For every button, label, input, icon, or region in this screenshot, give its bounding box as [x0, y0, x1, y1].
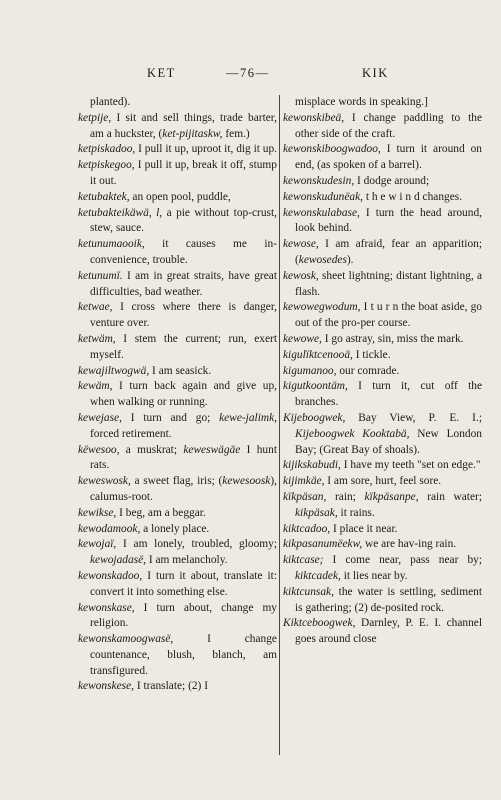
dictionary-entry [283, 522, 482, 538]
entry-text: the water is settling, sediment is gathering; (2) de-posited rock. [295, 585, 482, 614]
entry-text: I t u r n the boat aside, go out of the pro-per course. [295, 301, 482, 330]
entry-italic-text: kewäm, [78, 380, 113, 393]
entry-italic-text: kïkpäsanpe, [364, 490, 419, 503]
entry-italic-text: ketwae, [78, 301, 113, 314]
entry-italic-text: ketpiskegoo, [78, 159, 135, 172]
entry-italic-text: kewonskamoogwasë, [78, 633, 174, 646]
entry-text: we are hav-ing rain. [362, 538, 457, 551]
entry-text: fem.) [222, 127, 250, 140]
entry-text: Darnley, P. E. I. channel goes around close [295, 617, 482, 646]
dictionary-entry [78, 111, 277, 143]
entry-italic-text: kikpäsak, [295, 506, 338, 519]
dictionary-entry [283, 142, 482, 174]
entry-italic-text: këwesoo, [78, 443, 120, 456]
entry-text: I pull it up, uproot it, dig it up. [135, 143, 278, 156]
entry-italic-text: ketunumaooik, [78, 238, 145, 251]
entry-text: I cross where there is danger, venture over. [90, 301, 277, 330]
dictionary-entry [78, 679, 277, 695]
entry-italic-text: kewojaï, [78, 538, 117, 551]
entry-italic-text: kiktcadoo, [283, 522, 331, 535]
dictionary-entry [78, 95, 277, 111]
entry-text: I turn back again and give up, when walking or running. [90, 380, 277, 409]
dictionary-entry [78, 206, 277, 238]
entry-italic-text: kijimkäe, [283, 475, 325, 488]
dictionary-entry [283, 490, 482, 522]
right-column [283, 95, 482, 648]
entry-text: I change paddling to the other side of the craft. [295, 111, 482, 140]
entry-text: I go astray, sin, miss the mark. [321, 332, 464, 345]
entry-text: I come near, pass near by; [323, 554, 482, 567]
entry-italic-text: ketubakteikäwä, [78, 206, 152, 219]
entry-text: I turn and go; [121, 411, 220, 424]
entry-italic-text: kewikse, [78, 506, 117, 519]
dictionary-entry [78, 506, 277, 522]
entry-text: rain water; [418, 490, 482, 503]
entry-text: I beg, am a beggar. [116, 506, 206, 519]
entry-text: t h e w i n d changes. [363, 190, 463, 203]
column-divider [279, 95, 280, 755]
dictionary-entry [283, 95, 482, 111]
entry-text: planted). [90, 96, 131, 108]
entry-italic-text: kewonskiboogwadoo, [283, 143, 381, 156]
entry-italic-text: kewonskudunëak, [283, 190, 364, 203]
entry-text: I am lonely, troubled, gloomy; [116, 538, 277, 551]
dictionary-entry [78, 332, 277, 364]
entry-text: I turn the head around, look behind. [295, 206, 482, 235]
dictionary-entry [283, 111, 482, 143]
dictionary-entry [283, 364, 482, 380]
entry-text: I dodge around; [354, 174, 430, 187]
dictionary-entry [78, 537, 277, 569]
entry-italic-text: kijikskabudi, [283, 459, 341, 472]
entry-italic-text: kiktcunsak, [283, 585, 334, 598]
entry-italic-text: kewesoosk [222, 475, 271, 488]
entry-italic-text: kiktcase; [283, 554, 324, 567]
entry-italic-text: kïkpäsan, [283, 490, 327, 503]
dictionary-entry [283, 553, 482, 585]
entry-text: I pull it up, break it off, stump it out. [90, 159, 277, 187]
entry-italic-text: ketunumï. [78, 269, 123, 282]
dictionary-entry [78, 601, 277, 633]
entry-text: I stem the current; run, exert myself. [90, 332, 277, 361]
entry-text: I translate; (2) I [133, 680, 208, 693]
entry-text: it rains. [337, 506, 375, 519]
entry-italic-text: Kijeboogwek, [283, 411, 346, 424]
dictionary-entry [283, 332, 482, 348]
left-column [78, 95, 277, 695]
entry-italic-text: kewowe, [283, 332, 322, 345]
entry-text: I am afraid, fear an apparition; ( [295, 238, 482, 266]
dictionary-entry [78, 443, 277, 475]
entry-text: I have my teeth "set on edge." [340, 459, 481, 472]
entry-italic-text: kewonskudesin, [283, 174, 355, 187]
dictionary-entry [78, 522, 277, 538]
dictionary-entry [78, 411, 277, 443]
dictionary-entry [283, 474, 482, 490]
entry-text: New London Bay; (Great Bay of shoals). [295, 427, 483, 456]
dictionary-entry [78, 142, 277, 158]
dictionary-entry [283, 379, 482, 411]
dictionary-entry [283, 269, 482, 301]
entry-text: ), calumus-root. [90, 475, 277, 503]
dictionary-entry [283, 190, 482, 206]
dictionary-entry [78, 269, 277, 301]
entry-text: forced retirement. [90, 427, 172, 440]
entry-text: it causes me in-convenience, trouble. [90, 238, 277, 266]
entry-text: a lonely place. [140, 522, 210, 535]
entry-italic-text: kewowegwodum, [283, 301, 361, 314]
entry-text: our comrade. [336, 364, 400, 377]
entry-italic-text: kewosk, [283, 269, 319, 282]
entry-italic-text: Kiktceboogwek, [283, 617, 356, 630]
dictionary-entry [283, 585, 482, 617]
dictionary-entry [283, 174, 482, 190]
header-left-guide-word: KET [147, 66, 176, 80]
entry-text: misplace words in speaking.] [295, 96, 428, 108]
entry-italic-text: ketwäm, [78, 332, 116, 345]
entry-text: Bay View, P. E. I.; [345, 411, 482, 424]
entry-italic-text: kewosedes [298, 253, 347, 266]
dictionary-entry [78, 379, 277, 411]
entry-italic-text: kewe-jalimk, [219, 411, 277, 424]
entry-text: I sit and sell things, trade barter, am a huckster, ( [90, 111, 277, 140]
entry-text: a pie without top-crust, stew, sauce. [90, 206, 277, 235]
entry-italic-text: kigulïktcenooä, [283, 348, 353, 361]
entry-italic-text: keweswägäe [183, 443, 241, 456]
dictionary-entry [283, 300, 482, 332]
dictionary-entry [78, 364, 277, 380]
dictionary-entry [283, 237, 482, 269]
entry-italic-text: ketubaktek, [78, 190, 130, 203]
entry-italic-text: kiktcadek, [295, 569, 341, 582]
entry-text: I turn it around on end, (as spoken of a barrel). [295, 143, 482, 172]
entry-text: ). [346, 253, 354, 266]
entry-italic-text: ketpiskadoo, [78, 143, 136, 156]
entry-text: a sweet flag, iris; ( [130, 475, 223, 488]
entry-text: I turn it, cut off the branches. [295, 380, 482, 409]
entry-italic-text: l, [156, 206, 163, 219]
entry-text: I place it near. [330, 522, 398, 535]
running-header [0, 66, 501, 84]
entry-italic-text: kewonskese, [78, 680, 134, 693]
entry-text: I change countenance, blush, blanch, am transfigured. [90, 633, 277, 677]
entry-italic-text: kewojadasë, [90, 554, 146, 567]
entry-text: rain; [326, 490, 365, 503]
page-number: —76— [226, 66, 270, 80]
entry-italic-text: kigumanoo, [283, 364, 337, 377]
entry-text: I tickle. [352, 348, 391, 361]
dictionary-entry [283, 616, 482, 648]
entry-text: I am melancholy. [146, 554, 228, 567]
entry-text: I am sore, hurt, feel sore. [324, 475, 442, 488]
dictionary-entry [283, 458, 482, 474]
dictionary-entry [78, 190, 277, 206]
entry-italic-text: kewodamook, [78, 522, 141, 535]
entry-italic-text: kewonskase, [78, 601, 135, 614]
dictionary-entry [283, 411, 482, 458]
dictionary-entry [283, 537, 482, 553]
entry-italic-text: kikpasanumëekw, [283, 538, 363, 551]
entry-text: I turn it about, translate it: convert it into something else. [90, 569, 277, 598]
entry-text: I am seasick. [149, 364, 212, 377]
dictionary-entry [78, 237, 277, 269]
entry-text: a muskrat; [119, 443, 184, 456]
entry-italic-text: kewajiltwogwä, [78, 364, 150, 377]
entry-italic-text: keweswosk, [78, 475, 131, 488]
entry-italic-text: kewejase, [78, 411, 122, 424]
entry-text: I am in great straits, have great difficulties, bad weather. [90, 269, 277, 298]
entry-text: it lies near by. [340, 569, 408, 582]
entry-italic-text: ket-pijitaskw, [162, 127, 223, 140]
entry-italic-text: kewose, [283, 238, 319, 251]
entry-italic-text: kewonskadoo, [78, 569, 143, 582]
dictionary-entry [283, 348, 482, 364]
entry-text: an open pool, puddle, [129, 190, 231, 203]
entry-text: sheet lightning; distant lightning, a flash. [295, 269, 482, 298]
dictionary-entry [78, 474, 277, 506]
dictionary-entry [78, 158, 277, 190]
entry-italic-text: kigutkoontäm, [283, 380, 348, 393]
dictionary-entry [283, 206, 482, 238]
entry-italic-text: kewonskibeä, [283, 111, 345, 124]
header-right-guide-word: KIK [362, 66, 389, 80]
entry-italic-text: ketpije, [78, 111, 112, 124]
dictionary-entry [78, 632, 277, 679]
entry-text: I turn about, change my religion. [90, 601, 277, 630]
entry-text: I hunt rats. [90, 443, 277, 472]
dictionary-entry [78, 569, 277, 601]
entry-italic-text: kewonskulabase, [283, 206, 360, 219]
dictionary-entry [78, 300, 277, 332]
entry-italic-text: Kijeboogwek Kooktabä, [295, 427, 410, 440]
